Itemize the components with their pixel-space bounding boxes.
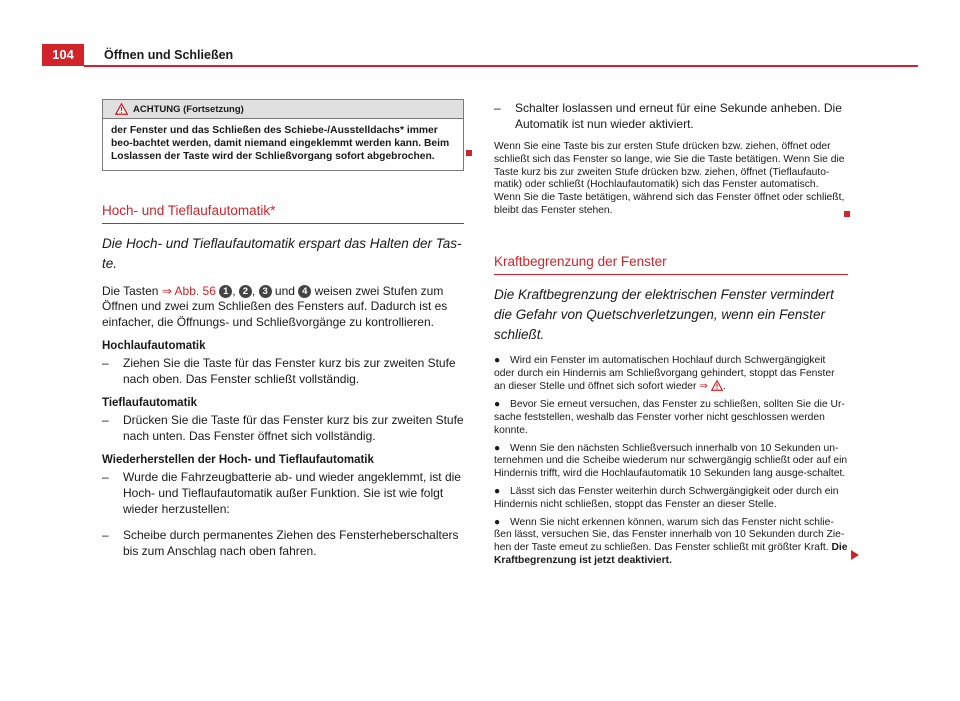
left-column bbox=[102, 90, 464, 559]
list-item: – Drücken Sie die Taste für das Fenster kurz bis zur zweiten Stufe nach unten. Das Fenster öffnet sich vollständig. bbox=[102, 413, 464, 444]
subheading-hochlauf: Hochlaufautomatik bbox=[102, 340, 206, 353]
section-intro-kraftbegrenzung: Die Kraftbegrenzung der elektrischen Fenster vermindert die Gefahr von Quetschverletzungen, wenn ein Fenster schließt. bbox=[494, 286, 834, 342]
warning-triangle-icon bbox=[711, 380, 723, 391]
subheading-wiederherstellen: Wiederherstellen der Hoch- und Tieflaufautomatik bbox=[102, 454, 374, 467]
end-square-icon bbox=[466, 150, 472, 156]
warning-link[interactable]: ⇒ bbox=[699, 381, 708, 393]
badge-4: 4 bbox=[298, 285, 311, 298]
tasten-paragraph: Die Tasten ⇒ Abb. 56 1 , 2 , 3 und 4 weisen zwei Stufen zum Öffnen und zwei zum Schließen des Fensters auf. Dadurch ist es einfacher, die Öffnungs- und Schließvorgänge zu kontrollieren. bbox=[102, 283, 448, 329]
list-item: – Scheibe durch permanentes Ziehen des Fensterheberschalters bis zum Anschlag nach oben fahren. bbox=[102, 528, 459, 559]
figure-link[interactable]: ⇒ Abb. 56 bbox=[161, 283, 216, 298]
warning-triangle-icon bbox=[115, 103, 128, 115]
stufen-paragraph: Wenn Sie eine Taste bis zur ersten Stufe drücken bzw. ziehen, öffnet oder schließt sich das Fenster so lange, wie Sie die Taste betätigen. Wenn Sie die Taste kurz bis zur zweiten Stufe drücken bzw. ziehen, öffnet (Tieflaufauto-matik) oder schließt (Hochlaufautomatik) sich das Fenster automatisch. Wenn Sie die Taste betätigen, während sich das Fenster öffnet oder schließt, bleibt das Fenster stehen. bbox=[494, 141, 845, 216]
warning-text: der Fenster und das Schließen des Schiebe-/Ausstelldachs* immer beo-bachtet werden, damit niemand eingeklemmt werden kann. Beim Loslassen der Taste wird der Schließvorgang sofort abgebrochen. bbox=[111, 125, 450, 163]
warning-box bbox=[102, 99, 464, 171]
bullet-item: ● Wird ein Fenster im automatischen Hochlauf durch Schwergängigkeit oder durch ein Hindernis am Schließvorgang gehindert, stoppt das Fenster an dieser Stelle und öffnet sich sofort wieder ⇒ . bbox=[494, 354, 835, 393]
list-item: – Schalter loslassen und erneut für eine Sekunde anheben. Die Automatik ist nun wieder aktiviert. bbox=[494, 101, 842, 131]
warning-title: ACHTUNG (Fortsetzung) bbox=[133, 103, 244, 115]
running-title: Öffnen und Schließen bbox=[104, 48, 234, 62]
badge-2: 2 bbox=[239, 285, 252, 298]
end-square-icon bbox=[844, 211, 850, 217]
section-intro-hochlauf: Die Hoch- und Tieflaufautomatik erspart das Halten der Tas-te. bbox=[102, 235, 462, 271]
bullet-item: ● Wenn Sie den nächsten Schließversuch innerhalb von 10 Sekunden un-ternehmen und die Scheibe wiederum nur schwergängig schließt oder auf ein Hindernis trifft, wird die Hochlaufautomatik 10 Sekunden lang ausge-schaltet. bbox=[494, 442, 848, 480]
right-column bbox=[494, 100, 848, 568]
subheading-tieflauf: Tieflaufautomatik bbox=[102, 397, 197, 410]
list-item: – Ziehen Sie die Taste für das Fenster kurz bis zur zweiten Stufe nach oben. Das Fenster schließt vollständig. bbox=[102, 356, 456, 387]
section-title-hochlauf: Hoch- und Tieflaufautomatik* bbox=[102, 203, 464, 224]
section-title-kraftbegrenzung: Kraftbegrenzung der Fenster bbox=[494, 254, 848, 275]
bullet-item: ● Wenn Sie nicht erkennen können, warum sich das Fenster nicht schlie-ßen lässt, versuchen Sie, das Fenster innerhalb von 10 Sekunden durch Zie-hen der Taste emeut zu schließen. Das Fenster schließt mit größter Kraft. Die Kraftbegrenzung ist jetzt deaktiviert. bbox=[494, 516, 848, 566]
next-page-arrow-icon[interactable] bbox=[851, 550, 859, 560]
bullet-item: ● Bevor Sie erneut versuchen, das Fenster zu schließen, sollten Sie die Ur-sache feststellen, weshalb das Fenster vorher nicht geschlossen werden konnte. bbox=[494, 399, 845, 436]
list-item: – Wurde die Fahrzeugbatterie ab- und wieder angeklemmt, ist die Hoch- und Tieflaufautomatik außer Funktion. Sie ist wie folgt wieder herzustellen: bbox=[102, 470, 461, 517]
header-rule bbox=[84, 65, 918, 67]
bold-note: Die Kraftbegrenzung ist jetzt deaktiviert. bbox=[494, 542, 848, 566]
page-number: 104 bbox=[42, 44, 84, 66]
bullet-item: ● Lässt sich das Fenster weiterhin durch Schwergängigkeit oder durch ein Hindernis nicht schließen, stoppt das Fenster an dieser Stelle. bbox=[494, 485, 839, 510]
badge-1: 1 bbox=[219, 285, 232, 298]
badge-3: 3 bbox=[259, 285, 272, 298]
warning-header bbox=[103, 100, 463, 119]
